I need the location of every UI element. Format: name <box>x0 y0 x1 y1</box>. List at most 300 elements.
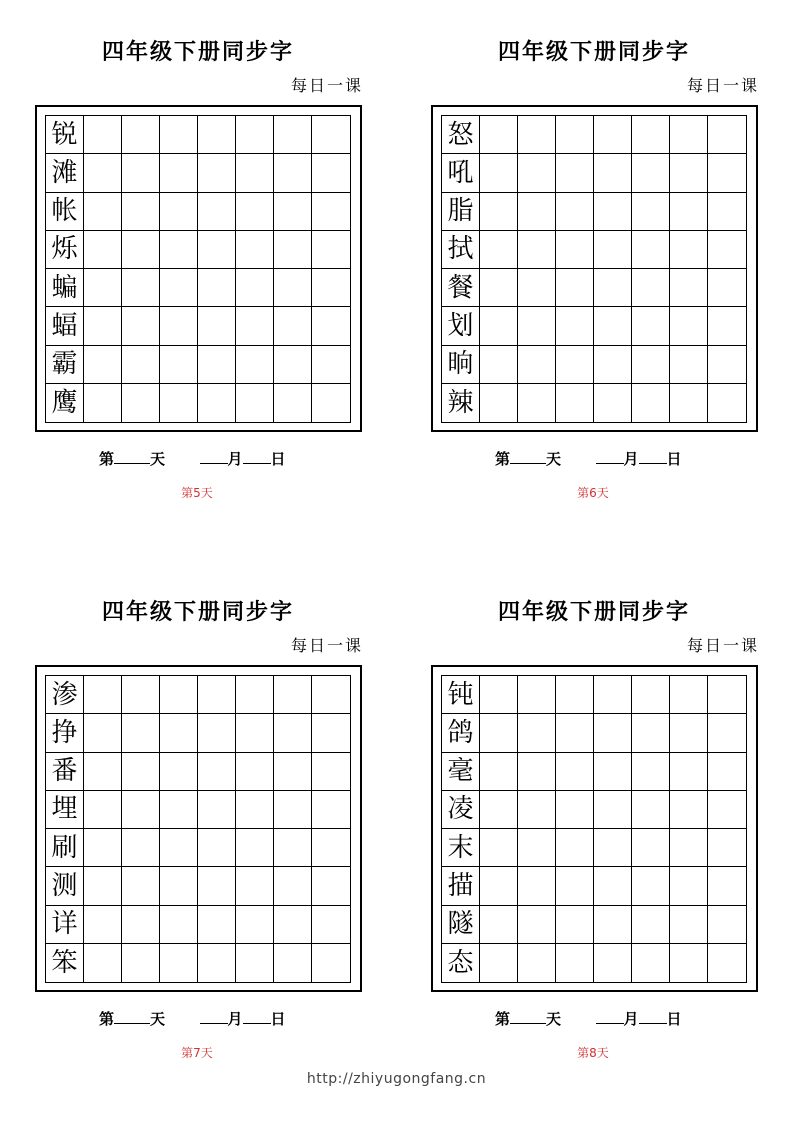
practice-cell[interactable] <box>480 867 518 905</box>
practice-cell[interactable] <box>556 906 594 944</box>
practice-cell[interactable] <box>518 193 556 231</box>
practice-cell[interactable] <box>160 676 198 714</box>
practice-cell[interactable] <box>236 384 274 422</box>
practice-cell[interactable] <box>198 384 236 422</box>
practice-cell[interactable] <box>480 193 518 231</box>
practice-cell[interactable] <box>632 193 670 231</box>
model-character: 埋 <box>46 791 84 829</box>
day-unit: 天 <box>150 1010 166 1028</box>
practice-cell[interactable] <box>236 154 274 192</box>
date-line <box>495 1008 725 1029</box>
practice-cell[interactable] <box>84 346 122 384</box>
practice-cell[interactable] <box>274 867 312 905</box>
practice-cell[interactable] <box>84 384 122 422</box>
practice-cell[interactable] <box>236 714 274 752</box>
practice-cell[interactable] <box>670 346 708 384</box>
practice-cell[interactable] <box>518 867 556 905</box>
practice-cell[interactable] <box>312 944 350 982</box>
practice-cell[interactable] <box>518 944 556 982</box>
practice-cell[interactable] <box>708 193 746 231</box>
practice-cell[interactable] <box>236 867 274 905</box>
practice-cell[interactable] <box>160 829 198 867</box>
writing-grid <box>45 115 351 423</box>
practice-cell[interactable] <box>160 116 198 154</box>
practice-cell[interactable] <box>198 753 236 791</box>
model-character: 末 <box>442 829 480 867</box>
practice-cell[interactable] <box>708 867 746 905</box>
practice-cell[interactable] <box>594 676 632 714</box>
model-character: 毫 <box>442 753 480 791</box>
model-character: 态 <box>442 944 480 982</box>
practice-cell[interactable] <box>708 944 746 982</box>
sheet-title: 四年级下册同步字 <box>497 599 690 625</box>
day-label: 第 <box>99 1010 115 1028</box>
practice-cell[interactable] <box>480 829 518 867</box>
practice-cell[interactable] <box>594 906 632 944</box>
practice-cell[interactable] <box>632 753 670 791</box>
practice-cell[interactable] <box>556 753 594 791</box>
practice-cell[interactable] <box>122 269 160 307</box>
practice-cell[interactable] <box>274 384 312 422</box>
practice-cell[interactable] <box>198 867 236 905</box>
practice-cell[interactable] <box>518 791 556 829</box>
day-number-tag: 第8天 <box>577 1046 609 1060</box>
practice-cell[interactable] <box>274 269 312 307</box>
day-number-tag: 第5天 <box>181 486 213 500</box>
practice-cell[interactable] <box>312 346 350 384</box>
model-character: 滩 <box>46 154 84 192</box>
practice-cell[interactable] <box>274 346 312 384</box>
practice-cell[interactable] <box>518 753 556 791</box>
practice-cell[interactable] <box>632 791 670 829</box>
model-character: 蝠 <box>46 307 84 345</box>
date-blank[interactable] <box>243 1009 271 1024</box>
practice-cell[interactable] <box>480 944 518 982</box>
practice-cell[interactable] <box>84 231 122 269</box>
practice-cell[interactable] <box>480 346 518 384</box>
practice-cell[interactable] <box>632 116 670 154</box>
practice-cell[interactable] <box>556 231 594 269</box>
practice-cell[interactable] <box>122 906 160 944</box>
practice-cell[interactable] <box>518 384 556 422</box>
practice-cell[interactable] <box>670 714 708 752</box>
practice-cell[interactable] <box>480 753 518 791</box>
practice-cell[interactable] <box>708 154 746 192</box>
model-character: 帐 <box>46 193 84 231</box>
practice-cell[interactable] <box>670 676 708 714</box>
practice-cell[interactable] <box>708 384 746 422</box>
practice-cell[interactable] <box>480 116 518 154</box>
practice-cell[interactable] <box>556 944 594 982</box>
practice-cell[interactable] <box>236 116 274 154</box>
practice-cell[interactable] <box>632 384 670 422</box>
practice-cell[interactable] <box>312 193 350 231</box>
model-character: 吼 <box>442 154 480 192</box>
month-label: 月 <box>227 450 243 468</box>
practice-cell[interactable] <box>632 944 670 982</box>
day-blank[interactable] <box>114 1009 150 1024</box>
practice-cell[interactable] <box>480 676 518 714</box>
model-character: 晌 <box>442 346 480 384</box>
month-blank[interactable] <box>596 1009 624 1024</box>
model-character: 锐 <box>46 116 84 154</box>
practice-cell[interactable] <box>84 116 122 154</box>
practice-cell[interactable] <box>312 676 350 714</box>
practice-cell[interactable] <box>312 906 350 944</box>
practice-cell[interactable] <box>708 346 746 384</box>
model-character: 划 <box>442 307 480 345</box>
practice-cell[interactable] <box>84 753 122 791</box>
practice-cell[interactable] <box>160 714 198 752</box>
practice-cell[interactable] <box>198 944 236 982</box>
practice-cell[interactable] <box>312 384 350 422</box>
month-blank[interactable] <box>200 449 228 464</box>
practice-cell[interactable] <box>312 867 350 905</box>
practice-cell[interactable] <box>632 154 670 192</box>
practice-cell[interactable] <box>518 829 556 867</box>
practice-cell[interactable] <box>84 676 122 714</box>
date-label: 日 <box>666 1010 682 1028</box>
practice-cell[interactable] <box>632 906 670 944</box>
practice-cell[interactable] <box>556 714 594 752</box>
practice-cell[interactable] <box>708 714 746 752</box>
practice-cell[interactable] <box>518 231 556 269</box>
practice-cell[interactable] <box>594 944 632 982</box>
sheet-title: 四年级下册同步字 <box>497 39 690 65</box>
practice-cell[interactable] <box>312 714 350 752</box>
practice-cell[interactable] <box>670 829 708 867</box>
practice-cell[interactable] <box>312 231 350 269</box>
practice-cell[interactable] <box>274 676 312 714</box>
practice-cell[interactable] <box>708 753 746 791</box>
model-character: 描 <box>442 867 480 905</box>
practice-cell[interactable] <box>160 867 198 905</box>
practice-cell[interactable] <box>198 193 236 231</box>
practice-cell[interactable] <box>84 193 122 231</box>
practice-cell[interactable] <box>84 714 122 752</box>
practice-cell[interactable] <box>556 346 594 384</box>
day-label: 第 <box>99 450 115 468</box>
practice-cell[interactable] <box>518 154 556 192</box>
practice-cell[interactable] <box>594 307 632 345</box>
practice-cell[interactable] <box>198 906 236 944</box>
practice-cell[interactable] <box>198 346 236 384</box>
practice-cell[interactable] <box>518 116 556 154</box>
date-label: 日 <box>666 450 682 468</box>
practice-cell[interactable] <box>160 753 198 791</box>
model-character: 脂 <box>442 193 480 231</box>
practice-cell[interactable] <box>122 791 160 829</box>
practice-cell[interactable] <box>708 116 746 154</box>
practice-cell[interactable] <box>632 676 670 714</box>
practice-cell[interactable] <box>594 714 632 752</box>
practice-cell[interactable] <box>708 676 746 714</box>
practice-cell[interactable] <box>122 307 160 345</box>
practice-cell[interactable] <box>594 867 632 905</box>
practice-cell[interactable] <box>122 193 160 231</box>
practice-cell[interactable] <box>670 231 708 269</box>
practice-cell[interactable] <box>594 231 632 269</box>
practice-cell[interactable] <box>84 906 122 944</box>
date-blank[interactable] <box>639 1009 667 1024</box>
practice-cell[interactable] <box>594 829 632 867</box>
practice-cell[interactable] <box>594 154 632 192</box>
practice-cell[interactable] <box>518 269 556 307</box>
practice-cell[interactable] <box>556 791 594 829</box>
practice-cell[interactable] <box>122 944 160 982</box>
model-character: 鸽 <box>442 714 480 752</box>
practice-cell[interactable] <box>160 384 198 422</box>
practice-cell[interactable] <box>122 676 160 714</box>
practice-cell[interactable] <box>122 231 160 269</box>
practice-cell[interactable] <box>198 231 236 269</box>
practice-cell[interactable] <box>236 753 274 791</box>
model-character: 番 <box>46 753 84 791</box>
practice-cell[interactable] <box>480 231 518 269</box>
model-character: 刷 <box>46 829 84 867</box>
practice-cell[interactable] <box>274 829 312 867</box>
practice-cell[interactable] <box>160 791 198 829</box>
practice-cell[interactable] <box>160 154 198 192</box>
practice-cell[interactable] <box>594 791 632 829</box>
practice-cell[interactable] <box>312 829 350 867</box>
model-character: 挣 <box>46 714 84 752</box>
practice-cell[interactable] <box>160 269 198 307</box>
practice-cell[interactable] <box>670 384 708 422</box>
practice-cell[interactable] <box>556 307 594 345</box>
day-unit: 天 <box>546 1010 562 1028</box>
practice-cell[interactable] <box>122 384 160 422</box>
practice-cell[interactable] <box>198 676 236 714</box>
practice-cell[interactable] <box>312 791 350 829</box>
practice-cell[interactable] <box>556 116 594 154</box>
practice-cell[interactable] <box>670 269 708 307</box>
practice-cell[interactable] <box>160 193 198 231</box>
practice-cell[interactable] <box>708 231 746 269</box>
practice-cell[interactable] <box>122 154 160 192</box>
practice-cell[interactable] <box>594 346 632 384</box>
model-character: 怒 <box>442 116 480 154</box>
practice-cell[interactable] <box>632 714 670 752</box>
practice-cell[interactable] <box>632 269 670 307</box>
practice-cell[interactable] <box>236 346 274 384</box>
practice-cell[interactable] <box>312 154 350 192</box>
model-character: 笨 <box>46 944 84 982</box>
model-character: 烁 <box>46 231 84 269</box>
practice-cell[interactable] <box>556 154 594 192</box>
practice-cell[interactable] <box>84 154 122 192</box>
sheet-title: 四年级下册同步字 <box>101 599 294 625</box>
practice-cell[interactable] <box>274 906 312 944</box>
practice-cell[interactable] <box>670 906 708 944</box>
writing-grid <box>45 675 351 983</box>
month-label: 月 <box>623 1010 639 1028</box>
practice-cell[interactable] <box>594 753 632 791</box>
practice-cell[interactable] <box>122 867 160 905</box>
date-line <box>99 1008 329 1029</box>
writing-grid-frame <box>431 105 758 432</box>
day-blank[interactable] <box>510 1009 546 1024</box>
day-unit: 天 <box>546 450 562 468</box>
practice-cell[interactable] <box>122 116 160 154</box>
practice-cell[interactable] <box>670 116 708 154</box>
practice-cell[interactable] <box>198 154 236 192</box>
practice-cell[interactable] <box>160 307 198 345</box>
practice-cell[interactable] <box>198 714 236 752</box>
practice-cell[interactable] <box>198 307 236 345</box>
practice-cell[interactable] <box>198 829 236 867</box>
practice-cell[interactable] <box>312 269 350 307</box>
practice-cell[interactable] <box>312 116 350 154</box>
writing-grid-frame <box>35 665 362 992</box>
model-character: 餐 <box>442 269 480 307</box>
practice-cell[interactable] <box>84 829 122 867</box>
practice-cell[interactable] <box>84 867 122 905</box>
practice-cell[interactable] <box>556 193 594 231</box>
day-blank[interactable] <box>114 449 150 464</box>
practice-cell[interactable] <box>122 829 160 867</box>
practice-cell[interactable] <box>480 154 518 192</box>
practice-cell[interactable] <box>198 116 236 154</box>
practice-cell[interactable] <box>670 193 708 231</box>
model-character: 霸 <box>46 346 84 384</box>
practice-cell[interactable] <box>236 193 274 231</box>
practice-cell[interactable] <box>556 676 594 714</box>
practice-cell[interactable] <box>274 231 312 269</box>
practice-cell[interactable] <box>274 193 312 231</box>
practice-cell[interactable] <box>160 944 198 982</box>
practice-cell[interactable] <box>670 791 708 829</box>
practice-cell[interactable] <box>84 944 122 982</box>
practice-cell[interactable] <box>708 307 746 345</box>
practice-cell[interactable] <box>312 307 350 345</box>
practice-cell[interactable] <box>556 829 594 867</box>
practice-cell[interactable] <box>274 944 312 982</box>
model-character: 拭 <box>442 231 480 269</box>
practice-cell[interactable] <box>480 791 518 829</box>
practice-cell[interactable] <box>274 791 312 829</box>
practice-cell[interactable] <box>594 269 632 307</box>
writing-grid-frame <box>35 105 362 432</box>
practice-cell[interactable] <box>708 269 746 307</box>
practice-cell[interactable] <box>632 867 670 905</box>
date-line <box>99 448 329 469</box>
practice-cell[interactable] <box>236 944 274 982</box>
practice-cell[interactable] <box>594 116 632 154</box>
month-blank[interactable] <box>596 449 624 464</box>
practice-cell[interactable] <box>518 307 556 345</box>
practice-cell[interactable] <box>198 791 236 829</box>
sheet-subtitle: 每日一课 <box>686 636 759 655</box>
day-label: 第 <box>495 1010 511 1028</box>
practice-cell[interactable] <box>480 384 518 422</box>
practice-cell[interactable] <box>236 829 274 867</box>
day-blank[interactable] <box>510 449 546 464</box>
writing-grid <box>441 675 747 983</box>
model-character: 凌 <box>442 791 480 829</box>
practice-cell[interactable] <box>236 791 274 829</box>
practice-cell[interactable] <box>518 676 556 714</box>
practice-cell[interactable] <box>556 384 594 422</box>
practice-cell[interactable] <box>236 231 274 269</box>
practice-cell[interactable] <box>670 944 708 982</box>
practice-cell[interactable] <box>670 307 708 345</box>
practice-cell[interactable] <box>670 867 708 905</box>
practice-cell[interactable] <box>236 269 274 307</box>
sheet-title: 四年级下册同步字 <box>101 39 294 65</box>
date-label: 日 <box>270 1010 286 1028</box>
model-character: 测 <box>46 867 84 905</box>
month-label: 月 <box>623 450 639 468</box>
practice-cell[interactable] <box>160 346 198 384</box>
day-number-tag: 第6天 <box>577 486 609 500</box>
practice-cell[interactable] <box>274 116 312 154</box>
model-character: 钝 <box>442 676 480 714</box>
practice-cell[interactable] <box>556 269 594 307</box>
model-character: 蝙 <box>46 269 84 307</box>
practice-cell[interactable] <box>274 714 312 752</box>
practice-cell[interactable] <box>236 676 274 714</box>
practice-cell[interactable] <box>236 906 274 944</box>
practice-cell[interactable] <box>312 753 350 791</box>
practice-cell[interactable] <box>518 714 556 752</box>
practice-cell[interactable] <box>236 307 274 345</box>
practice-cell[interactable] <box>84 791 122 829</box>
practice-cell[interactable] <box>480 307 518 345</box>
day-label: 第 <box>495 450 511 468</box>
practice-cell[interactable] <box>160 231 198 269</box>
practice-cell[interactable] <box>670 753 708 791</box>
day-number-tag: 第7天 <box>181 1046 213 1060</box>
practice-cell[interactable] <box>632 829 670 867</box>
date-blank[interactable] <box>639 449 667 464</box>
practice-cell[interactable] <box>518 346 556 384</box>
practice-cell[interactable] <box>708 829 746 867</box>
practice-cell[interactable] <box>518 906 556 944</box>
practice-cell[interactable] <box>670 154 708 192</box>
practice-cell[interactable] <box>122 714 160 752</box>
writing-grid <box>441 115 747 423</box>
practice-cell[interactable] <box>480 269 518 307</box>
sheet-subtitle: 每日一课 <box>290 76 363 95</box>
practice-cell[interactable] <box>632 231 670 269</box>
practice-cell[interactable] <box>480 906 518 944</box>
model-character: 渗 <box>46 676 84 714</box>
practice-cell[interactable] <box>632 346 670 384</box>
practice-cell[interactable] <box>274 753 312 791</box>
practice-cell[interactable] <box>274 307 312 345</box>
practice-cell[interactable] <box>84 269 122 307</box>
date-blank[interactable] <box>243 449 271 464</box>
model-character: 鹰 <box>46 384 84 422</box>
practice-cell[interactable] <box>160 906 198 944</box>
practice-cell[interactable] <box>122 753 160 791</box>
practice-cell[interactable] <box>632 307 670 345</box>
practice-cell[interactable] <box>198 269 236 307</box>
month-blank[interactable] <box>200 1009 228 1024</box>
practice-cell[interactable] <box>122 346 160 384</box>
month-label: 月 <box>227 1010 243 1028</box>
practice-cell[interactable] <box>274 154 312 192</box>
practice-cell[interactable] <box>480 714 518 752</box>
practice-cell[interactable] <box>594 384 632 422</box>
day-unit: 天 <box>150 450 166 468</box>
practice-cell[interactable] <box>594 193 632 231</box>
practice-cell[interactable] <box>556 867 594 905</box>
practice-cell[interactable] <box>84 307 122 345</box>
practice-cell[interactable] <box>708 791 746 829</box>
practice-cell[interactable] <box>708 906 746 944</box>
